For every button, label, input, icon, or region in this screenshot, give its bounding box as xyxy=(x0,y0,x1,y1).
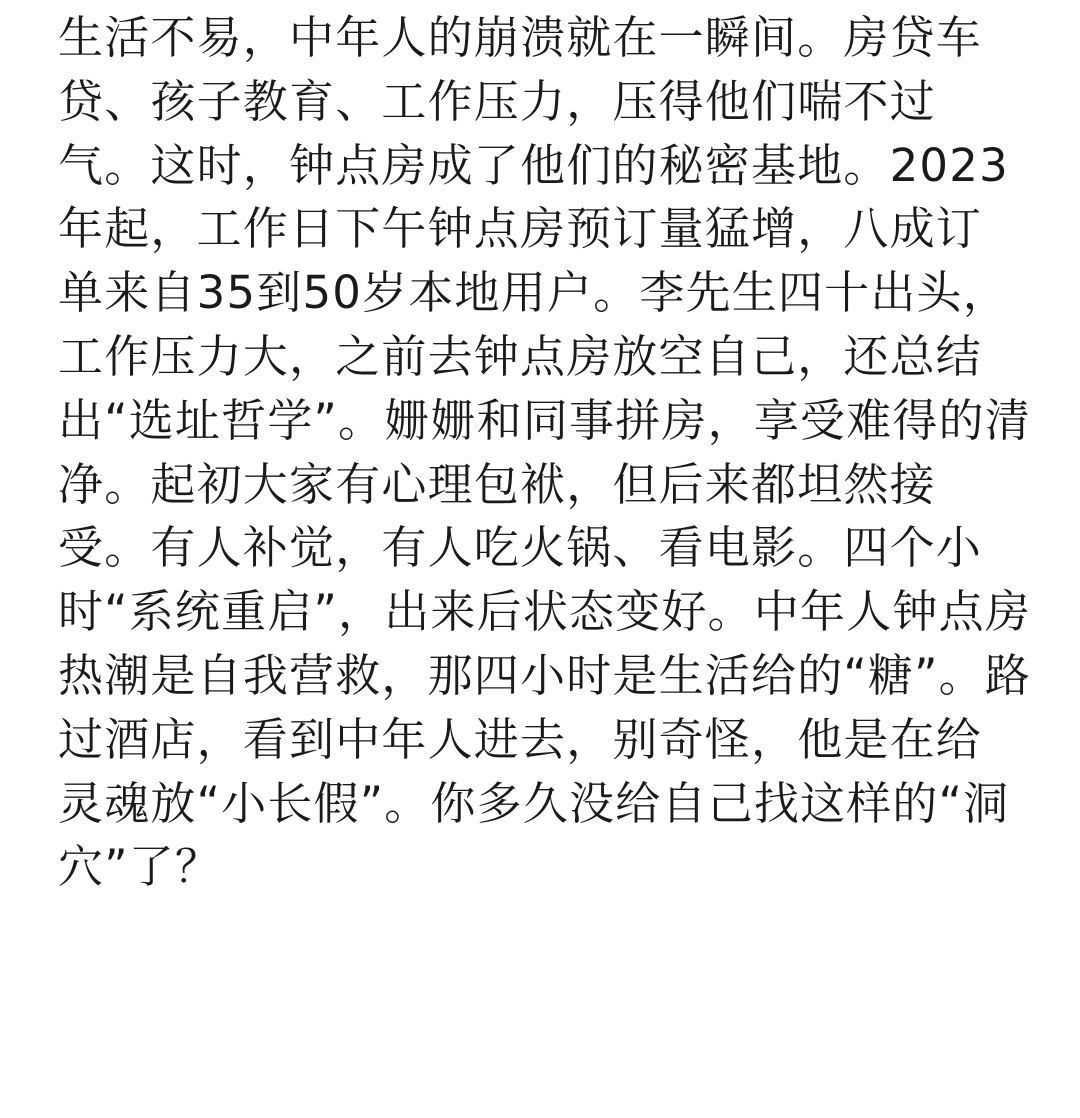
text-line: 单来自35到50岁本地用户。李先生四十出头， xyxy=(58,266,1009,320)
text-line: 出“选址哲学”。姗姗和同事拼房，享受难得的清 xyxy=(58,393,1032,447)
text-line: 工作压力大，之前去钟点房放空自己，还总结 xyxy=(58,329,983,383)
text-line: 穴”了？ xyxy=(58,840,222,894)
text-line: 热潮是自我营救，那四小时是生活给的“糖”。路 xyxy=(58,648,1032,702)
text-line: 过酒店，看到中年人进去，别奇怪，他是在给 xyxy=(58,712,983,766)
text-line: 时“系统重启”，出来后状态变好。中年人钟点房 xyxy=(58,585,1032,639)
text-line: 贷、孩子教育、工作压力，压得他们喘不过 xyxy=(58,74,936,128)
article-body xyxy=(58,0,1032,894)
text-line: 净。起初大家有心理包袱，但后来都坦然接 xyxy=(58,457,936,511)
text-line: 灵魂放“小长假”。你多久没给自己找这样的“洞 xyxy=(58,776,1010,830)
text-line: 受。有人补觉，有人吃火锅、看电影。四个小 xyxy=(58,521,983,575)
text-line: 生活不易，中年人的崩溃就在一瞬间。房贷车 xyxy=(58,11,983,64)
text-line: 气。这时，钟点房成了他们的秘密基地。2023 xyxy=(58,138,1009,192)
text-line: 年起，工作日下午钟点房预订量猛增，八成订 xyxy=(58,202,983,256)
